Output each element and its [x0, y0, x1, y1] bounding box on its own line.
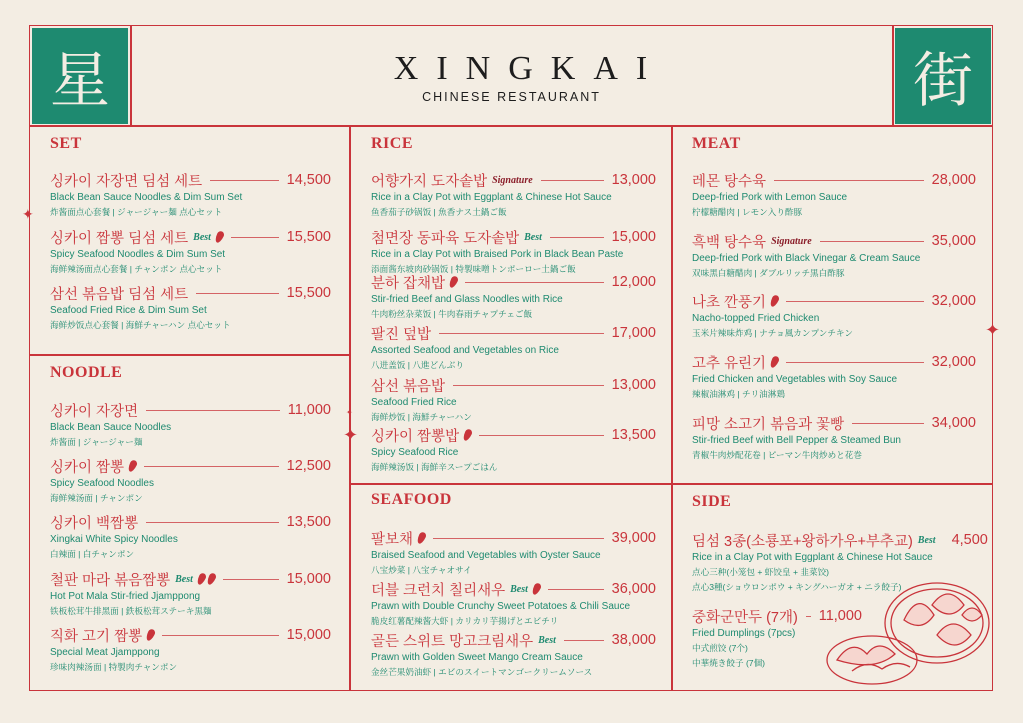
dumpling-illustration [822, 575, 992, 690]
set-noodle-divider [29, 354, 349, 356]
item-name-korean: 나초 깐풍기 [692, 294, 767, 311]
item-name-chinese-japanese: 白辣面 | 白チャンポン [50, 549, 135, 559]
item-price: 12,000 [611, 274, 656, 290]
item-name-english: Xingkai White Spicy Noodles [50, 534, 178, 545]
item-name-chinese-japanese: 铁板松茸牛排黑面 | 鉄板松茸ステーキ黒麺 [50, 606, 212, 616]
menu-item [50, 625, 331, 673]
brand-name: XINGKAI [393, 50, 666, 87]
item-name-english: Spicy Seafood Rice [371, 447, 459, 458]
item-name-korean: 싱카이 짬뽕 딤섬 세트 [50, 230, 189, 247]
price-leader-line [146, 522, 279, 523]
price-leader-line [231, 237, 279, 238]
menu-item [371, 630, 656, 678]
item-price: 32,000 [931, 354, 976, 370]
item-name-english: Spicy Seafood Noodles & Dim Sum Set [50, 249, 226, 260]
item-name-korean: 삼선 볶음밥 [371, 378, 446, 395]
item-name-korean: 첨면장 동파육 도자솥밥 [371, 230, 520, 247]
item-name-english: Seafood Fried Rice [371, 397, 457, 408]
item-name-english: Nacho-topped Fried Chicken [692, 313, 820, 324]
brand-subtitle: CHINESE RESTAURANT [422, 90, 601, 104]
item-name-japanese: 中華焼き餃子 (7個) [692, 658, 766, 668]
item-name-chinese-japanese: 辣椒油淋鸡 | チリ油淋鶏 [692, 389, 785, 399]
item-price: 38,000 [611, 632, 656, 648]
item-name-chinese-japanese: 八进盖饭 | 八進どんぶり [371, 360, 464, 370]
item-name-korean: 삼선 볶음밥 딤섬 세트 [50, 286, 189, 303]
menu-item [371, 425, 656, 473]
item-name-chinese-japanese: 海鲜辣汤面 | チャンポン [50, 493, 143, 503]
item-name-chinese-japanese: 双味黑白糖醋肉 | ダブルリッチ黒白酢豚 [692, 268, 845, 278]
price-leader-line [852, 423, 923, 424]
item-name-korean: 싱카이 백짬뽕 [50, 515, 139, 532]
header-bottom-rule [29, 125, 993, 127]
menu-item [692, 352, 976, 400]
price-leader-line [820, 241, 924, 242]
item-name-english: Stir-fried Beef with Bell Pepper & Steamed Bun [692, 435, 901, 446]
item-price: 15,000 [286, 627, 331, 643]
item-name-korean: 레몬 탕수육 [692, 173, 767, 190]
item-price: 28,000 [931, 172, 976, 188]
item-name-chinese-japanese: 脆皮红薯配辣酱大虾 | カリカリ芋揚げとエビチリ [371, 616, 559, 626]
chili-icon [145, 628, 156, 642]
price-leader-line [453, 385, 604, 386]
header-divider-left [130, 25, 132, 125]
price-leader-line [465, 282, 604, 283]
item-name-english: Black Bean Sauce Noodles & Dim Sum Set [50, 192, 243, 203]
item-price: 13,500 [286, 514, 331, 530]
chili-icon [214, 230, 225, 244]
section-title-noodle: NOODLE [50, 364, 123, 381]
price-leader-line [144, 466, 279, 467]
item-name-korean: 싱카이 자장면 [50, 403, 139, 420]
item-name-english: Special Meat Jjamppong [50, 647, 160, 658]
item-name-korean: 고추 유린기 [692, 355, 767, 372]
chili-icon [769, 355, 780, 369]
item-price: 12,500 [286, 458, 331, 474]
item-name-korean: 철판 마라 볶음짬뽕 [50, 572, 171, 589]
price-leader-line [433, 538, 604, 539]
menu-item [371, 170, 656, 218]
chili-icon [531, 582, 542, 596]
rice-seafood-divider [349, 483, 993, 485]
item-name-english: Rice in a Clay Pot with Eggplant & Chinese Hot Sauce [371, 192, 612, 203]
menu-item [371, 323, 656, 371]
item-name-english: Seafood Fried Rice & Dim Sum Set [50, 305, 207, 316]
best-badge: Best [175, 573, 193, 585]
item-price: 15,500 [286, 285, 331, 301]
item-price: 36,000 [611, 581, 656, 597]
best-badge: Best [538, 634, 556, 646]
menu-item [692, 231, 976, 279]
header-divider-right [892, 25, 894, 125]
item-price: 11,000 [818, 608, 862, 624]
sparkle-icon: ✦ [346, 408, 353, 417]
column-divider-2 [671, 125, 673, 691]
logo-left: 星 [32, 28, 128, 124]
menu-item [371, 375, 656, 423]
item-name-english: Rice in a Clay Pot with Braised Pork in Black Bean Paste [371, 249, 624, 260]
menu-item [50, 283, 331, 331]
menu-item [50, 400, 331, 448]
section-title-side: SIDE [692, 493, 732, 510]
menu-item [371, 579, 656, 627]
item-name-english: Fried Chicken and Vegetables with Soy Sauce [692, 374, 898, 385]
section-title-rice: RICE [371, 135, 414, 152]
item-name-chinese-japanese: 海鲜辣汤面点心套餐 | チャンポン 点心セット [50, 264, 223, 274]
item-name-chinese-japanese: 点心三种(小笼包 + 虾饺皇 + 韭菜饺) [692, 567, 830, 577]
best-badge: Best [524, 231, 542, 243]
menu-item [692, 291, 976, 339]
item-name-chinese-japanese: 海鲜辣汤饭 | 海鮮辛スープごはん [371, 462, 498, 472]
section-title-seafood: SEAFOOD [371, 491, 452, 508]
price-leader-line [786, 301, 924, 302]
item-price: 15,000 [611, 229, 656, 245]
item-price: 13,000 [611, 172, 656, 188]
menu-item [371, 528, 656, 576]
item-name-english: Prawn with Double Crunchy Sweet Potatoes & Chili Sauce [371, 601, 631, 612]
chili-icon [448, 275, 459, 289]
price-leader-line [786, 362, 924, 363]
price-leader-line [439, 333, 604, 334]
price-leader-line [550, 237, 604, 238]
item-name-korean: 중화군만두 (7개) [692, 609, 798, 626]
item-name-english: Assorted Seafood and Vegetables on Rice [371, 345, 559, 356]
chili-icon [462, 428, 473, 442]
chili-icon [416, 531, 427, 545]
menu-item [50, 227, 331, 275]
item-name-korean: 싱카이 짬뽕 [50, 459, 125, 476]
item-name-korean: 싱카이 짬뽕밥 [371, 428, 460, 445]
price-leader-line [774, 180, 924, 181]
item-name-english: Fried Dumplings (7pcs) [692, 628, 796, 639]
item-name-chinese-japanese: 海鲜炒饭 | 海鮮チャーハン [371, 412, 472, 422]
best-badge: Best [193, 231, 211, 243]
price-leader-line [541, 180, 604, 181]
item-name-korean: 싱카이 자장면 딤섬 세트 [50, 173, 203, 190]
item-name-chinese-japanese: 炸酱面点心套餐 | ジャージャー麺 点心セット [50, 207, 223, 217]
section-title-set: SET [50, 135, 82, 152]
price-leader-line [223, 579, 279, 580]
item-price: 34,000 [931, 415, 976, 431]
price-leader-line [806, 616, 811, 617]
item-name-english: Rice in a Clay Pot with Eggplant & Chinese Hot Sauce [692, 552, 933, 563]
menu-item [371, 227, 656, 275]
item-name-chinese-japanese: 添面酱东坡肉砂锅饭 | 特製味噌トンポーロー土鍋ご飯 [371, 264, 576, 274]
chili-icon [769, 294, 780, 308]
item-price: 15,500 [286, 229, 331, 245]
item-name-english: Deep-fried Pork with Lemon Sauce [692, 192, 848, 203]
item-price: 11,000 [287, 402, 331, 418]
price-leader-line [548, 589, 604, 590]
best-badge: Best [917, 534, 936, 546]
item-name-korean: 더블 크런치 칠리새우 [371, 582, 506, 599]
signature-badge: Signature [492, 174, 533, 186]
item-price: 32,000 [931, 293, 976, 309]
menu-item [50, 170, 331, 218]
item-price: 15,000 [286, 571, 331, 587]
menu-item [50, 569, 331, 617]
price-leader-line [479, 435, 604, 436]
item-name-korean: 팔진 덮밥 [371, 326, 432, 343]
item-name-english: Black Bean Sauce Noodles [50, 422, 172, 433]
item-name-chinese-japanese: 牛肉粉丝杂菜饭 | 牛肉春雨チャプチェご飯 [371, 309, 533, 319]
item-name-english: Braised Seafood and Vegetables with Oyster Sauce [371, 550, 601, 561]
price-leader-line [210, 180, 278, 181]
section-title-meat: MEAT [692, 135, 741, 152]
item-name-korean: 피망 소고기 볶음과 꽃빵 [692, 416, 845, 433]
item-price: 35,000 [931, 233, 976, 249]
item-name-english: Hot Pot Mala Stir-fried Jjamppong [50, 591, 201, 602]
item-name-chinese-japanese: 炸酱面 | ジャージャー麺 [50, 437, 143, 447]
item-name-korean: 골든 스위트 망고크림새우 [371, 633, 534, 650]
sparkle-icon: ✦ [343, 425, 359, 445]
item-name-korean: 팔보채 [371, 531, 414, 548]
item-name-chinese-japanese: 中式煎饺 (7个) [692, 643, 748, 653]
item-price: 13,000 [611, 377, 656, 393]
item-price: 13,500 [611, 427, 656, 443]
item-name-chinese-japanese: 八宝炒菜 | 八宝チャオサイ [371, 565, 472, 575]
signature-badge: Signature [771, 235, 812, 247]
item-price: 4,500 [951, 532, 988, 548]
item-price: 39,000 [611, 530, 656, 546]
price-leader-line [146, 410, 280, 411]
item-name-korean: 어향가지 도자솥밥 [371, 173, 488, 190]
sparkle-icon: ✦ [985, 320, 1001, 340]
item-name-korean: 딤섬 3종(소룡포+왕하가우+부추교) [692, 533, 913, 550]
item-name-korean: 직화 고기 짬뽕 [50, 628, 143, 645]
item-name-japanese: 点心3種(ショウロンポウ + キングハーガオ + ニラ餃子) [692, 582, 902, 592]
item-name-korean: 분하 잡채밥 [371, 275, 446, 292]
item-name-chinese-japanese: 珍味肉辣汤面 | 特製肉チャンポン [50, 662, 178, 672]
item-name-korean: 흑백 탕수육 [692, 234, 767, 251]
item-name-english: Prawn with Golden Sweet Mango Cream Sauce [371, 652, 583, 663]
item-name-chinese-japanese: 青椒牛肉炒配花卷 | ピーマン牛肉炒めと花巻 [692, 450, 862, 460]
menu-item [50, 456, 331, 504]
logo-right: 街 [895, 28, 991, 124]
menu-item [692, 170, 976, 218]
item-name-chinese-japanese: 鱼香茄子砂锅饭 | 魚香ナス土鍋ご飯 [371, 207, 507, 217]
sparkle-icon: ✦ [22, 206, 34, 222]
menu-item [50, 512, 331, 560]
menu-item [692, 413, 976, 461]
item-name-english: Stir-fried Beef and Glass Noodles with Rice [371, 294, 563, 305]
item-name-english: Spicy Seafood Noodles [50, 478, 154, 489]
item-price: 14,500 [286, 172, 331, 188]
item-price: 17,000 [611, 325, 656, 341]
chili-icon [206, 572, 217, 586]
price-leader-line [196, 293, 278, 294]
item-name-chinese-japanese: 海鲜炒饭点心套餐 | 海鮮チャーハン 点心セット [50, 320, 231, 330]
chili-icon [127, 459, 138, 473]
item-name-chinese-japanese: 金丝芒果奶油虾 | エビのスイートマンゴークリームソース [371, 667, 593, 677]
menu-item [371, 272, 656, 320]
price-leader-line [162, 635, 279, 636]
best-badge: Best [510, 583, 528, 595]
price-leader-line [564, 640, 604, 641]
item-name-chinese-japanese: 柠檬糖醋肉 | レモン入り酢豚 [692, 207, 803, 217]
chili-icon [196, 572, 207, 586]
item-name-english: Deep-fried Pork with Black Vinegar & Cream Sauce [692, 253, 921, 264]
item-name-chinese-japanese: 玉米片辣味炸鸡 | ナチョ風カンプンチキン [692, 328, 854, 338]
